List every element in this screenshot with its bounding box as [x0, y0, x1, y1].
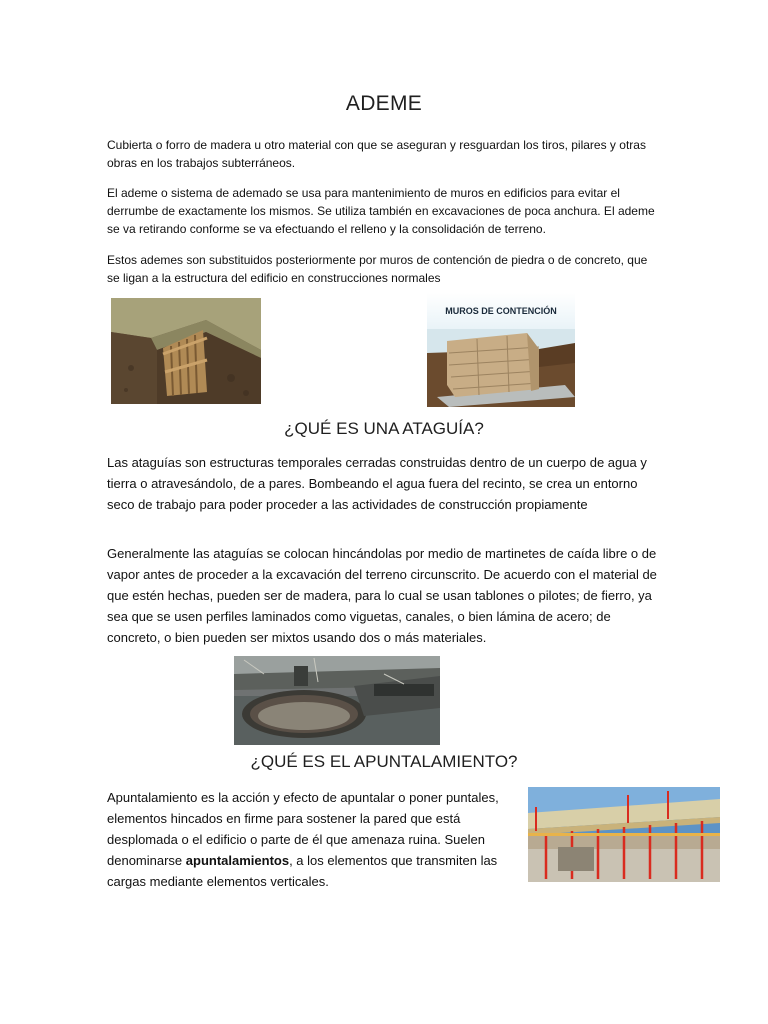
- page-title: ADEME: [345, 92, 423, 115]
- ademe-usage-paragraph: El ademe o sistema de ademado se usa para mantenimiento de muros en edificios para evitar el derrumbe de exactamente los mismos. Se utiliza también en excavaciones de poca anchura. El ademe se va retirando conforme se va efectuando el relleno y la consolidación de terreno.: [107, 186, 655, 236]
- shoring-photo: [528, 787, 720, 882]
- ademe-substitution-paragraph: Estos ademes son substituidos posteriormente por muros de contención de piedra o de concreto, que se ligan a la estructura del edificio en construcciones normales: [107, 253, 648, 285]
- cofferdam-photo: [234, 656, 440, 745]
- trench-shoring-photo: [111, 298, 261, 404]
- ademe-definition-paragraph: Cubierta o forro de madera u otro material con que se aseguran y resguardan los tiros, pilares y otras obras en los trabajos subterráneos.: [107, 138, 646, 170]
- apuntalamiento-text-after: , a los elementos que transmiten las cargas mediante elementos verticales.: [107, 853, 498, 889]
- apuntalamiento-text-before: Apuntalamiento es la acción y efecto de apuntalar o poner puntales, elementos hincados en firme para sostener la pared que está desplomada o el edificio o parte de él que amenaza ruina. Suelen denominarse: [107, 790, 499, 868]
- retaining-wall-photo: [427, 293, 575, 407]
- ataguia-definition-paragraph: Las ataguías son estructuras temporales cerradas construidas dentro de un cuerpo de agua y tierra o atravesándolo, de a pares. Bombeando el agua fuera del recinto, se crea un entorno seco de trabajo para poder proceder a las actividades de construcción propiamente: [107, 455, 647, 512]
- apuntalamiento-heading: ¿QUÉ ES EL APUNTALAMIENTO?: [250, 752, 518, 771]
- apuntalamientos-term: apuntalamientos: [185, 853, 290, 868]
- retaining-wall-label: MUROS DE CONTENCIÓN: [427, 293, 575, 330]
- ataguia-materials-paragraph: Generalmente las ataguías se colocan hincándolas por medio de martinetes de caída libre o de vapor antes de proceder a la excavación del terreno circunscrito. De acuerdo con el material de que estén hechas, pueden ser de madera, para lo cual se usan tablones o pilotes; de fierro, ya sea que se usen perfiles laminados como viguetas, canales, o bien lámina de acero; de concreto, o bien pueden ser mixtos usando dos o más materiales.: [107, 546, 657, 645]
- ataguia-heading: ¿QUÉ ES UNA ATAGUÍA?: [284, 419, 484, 438]
- apuntalamiento-paragraph: [107, 787, 527, 892]
